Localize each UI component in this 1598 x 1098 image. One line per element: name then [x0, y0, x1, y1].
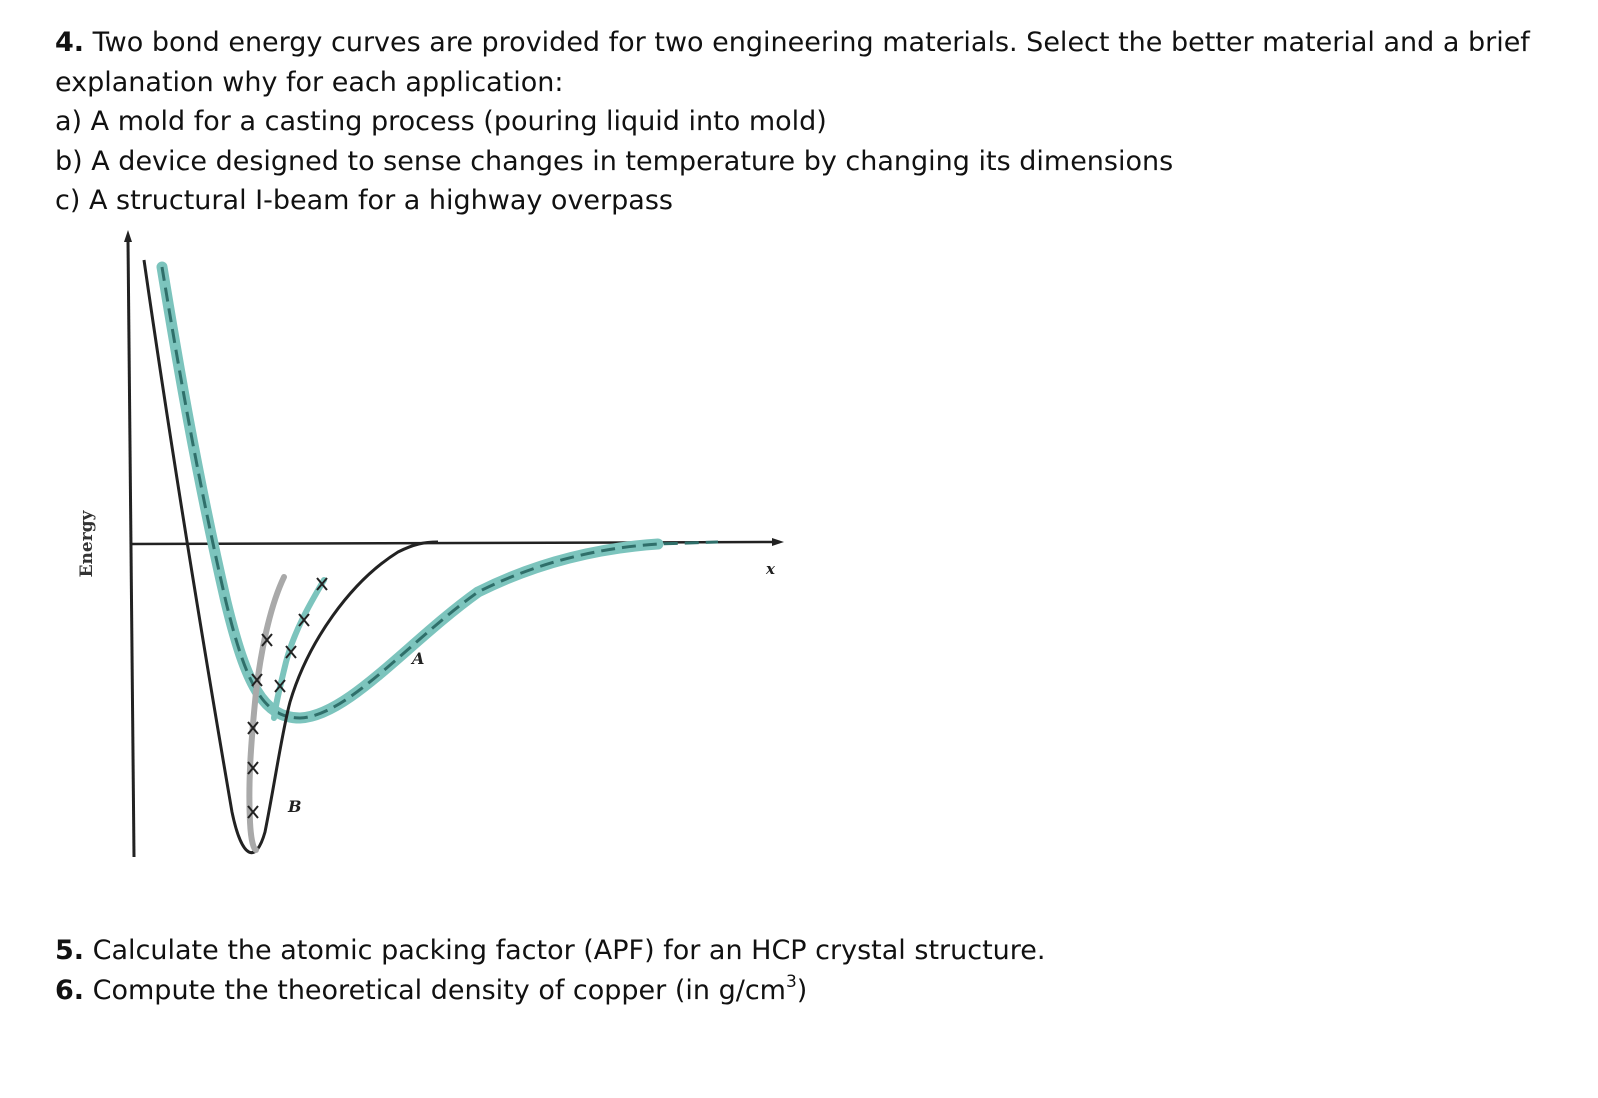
- bond-energy-diagram: [58, 222, 802, 888]
- question-4-part-b: b) A device designed to sense changes in temperature by changing its dimensions: [55, 146, 1174, 177]
- x-axis: [130, 542, 780, 544]
- curve-a: [162, 267, 718, 718]
- question-4-part-a: a) A mold for a casting process (pouring liquid into mold): [55, 106, 827, 137]
- y-axis-label: Energy: [77, 510, 97, 578]
- curve-a-midpoint-trace: [274, 580, 324, 718]
- question-6-number: 6.: [55, 975, 85, 1006]
- question-4-line-2: explanation why for each application:: [55, 67, 564, 98]
- y-axis: [128, 240, 134, 857]
- curve-b-label: B: [288, 797, 302, 816]
- question-4-part-c: c) A structural I-beam for a highway overpass: [55, 185, 673, 216]
- question-4-line-1: [55, 26, 1530, 60]
- question-5-text: Calculate the atomic packing factor (APF) for an HCP crystal structure.: [84, 935, 1046, 966]
- curve-a-label: A: [412, 649, 425, 668]
- curve-a-highlight: [162, 267, 658, 718]
- x-axis-label: x: [766, 560, 775, 578]
- bond-energy-figure: [58, 222, 802, 888]
- y-axis-arrow: [124, 230, 132, 242]
- question-6: [55, 974, 807, 1008]
- x-axis-arrow: [772, 538, 784, 546]
- question-5: [55, 934, 1046, 968]
- question-6-text: Compute the theoretical density of copper (in g/cm: [84, 975, 786, 1006]
- question-6-closing: ): [796, 975, 808, 1006]
- curve-b: [144, 260, 438, 853]
- question-5-number: 5.: [55, 935, 85, 966]
- question-4-text: Two bond energy curves are provided for two engineering materials. Select the better material and a brief: [84, 27, 1530, 58]
- question-6-superscript: 3: [785, 972, 797, 992]
- question-4-number: 4.: [55, 27, 85, 58]
